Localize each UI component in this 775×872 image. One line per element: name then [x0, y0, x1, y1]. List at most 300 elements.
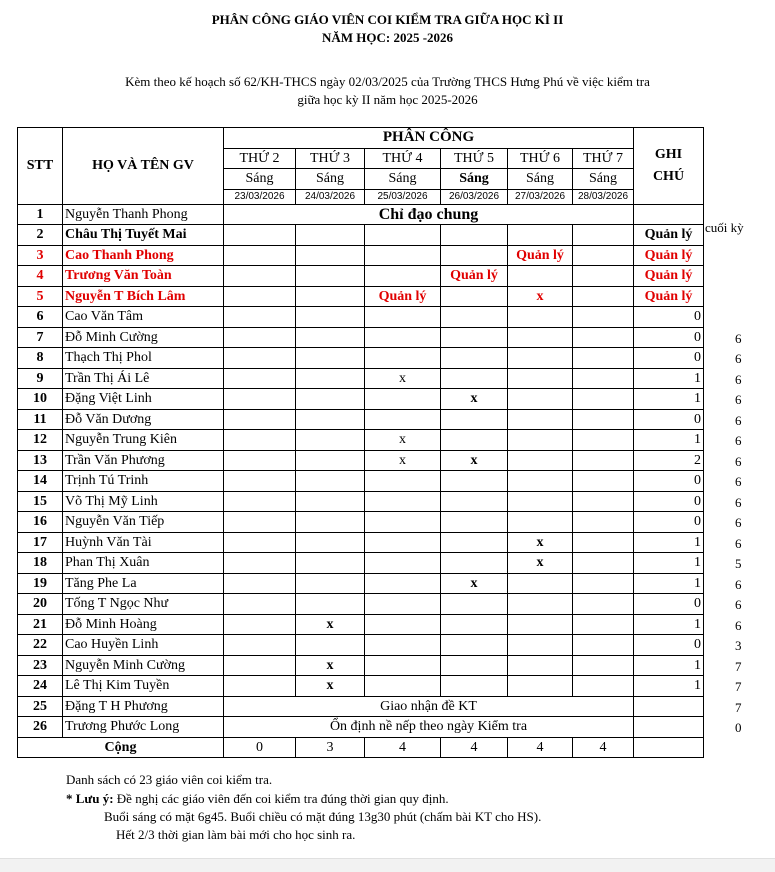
row-stt: 4	[18, 266, 63, 287]
row-stt: 12	[18, 430, 63, 451]
side-count: 6	[735, 453, 742, 469]
assignment-cell	[508, 409, 573, 430]
assignment-cell	[224, 635, 296, 656]
row-note: 1	[634, 532, 704, 553]
assignment-cell: Quản lý	[508, 245, 573, 266]
assignment-cell	[296, 471, 365, 492]
assignment-cell: x	[441, 450, 508, 471]
row-stt: 2	[18, 225, 63, 246]
assignment-cell	[365, 573, 441, 594]
side-count: 6	[735, 330, 742, 346]
assignment-cell: x	[441, 573, 508, 594]
assignment-cell	[296, 327, 365, 348]
teacher-name: Cao Văn Tâm	[63, 307, 224, 328]
assignment-cell	[296, 286, 365, 307]
assignment-cell	[441, 225, 508, 246]
assignment-cell	[296, 368, 365, 389]
assignment-cell	[296, 573, 365, 594]
assignment-cell	[224, 348, 296, 369]
session-header: Sáng	[508, 169, 573, 190]
side-note-cuoi-ky: cuối kỳ	[705, 220, 744, 235]
total-value: 3	[296, 737, 365, 758]
assignment-cell	[508, 635, 573, 656]
assignment-cell	[224, 327, 296, 348]
assignment-table	[17, 127, 704, 758]
assignment-cell	[573, 635, 634, 656]
row-stt: 7	[18, 327, 63, 348]
doc-title: PHÂN CÔNG GIÁO VIÊN COI KIỂM TRA GIỮA HỌC KÌ II	[211, 12, 564, 27]
row-note: 0	[634, 307, 704, 328]
assignment-cell: x	[441, 389, 508, 410]
table-row	[18, 430, 704, 451]
teacher-name: Nguyễn Trung Kiên	[63, 430, 224, 451]
teacher-name: Tăng Phe La	[63, 573, 224, 594]
assignment-cell	[365, 389, 441, 410]
date-header: 24/03/2026	[296, 189, 365, 204]
assignment-cell	[296, 635, 365, 656]
header-row-1	[18, 128, 704, 149]
total-value: 4	[508, 737, 573, 758]
assignment-cell	[441, 430, 508, 451]
date-header: 28/03/2026	[573, 189, 634, 204]
assignment-cell	[573, 307, 634, 328]
table-row	[18, 512, 704, 533]
footer-note	[66, 791, 449, 807]
assignment-cell	[224, 512, 296, 533]
assignment-cell	[224, 430, 296, 451]
row-stt: 22	[18, 635, 63, 656]
assignment-cell	[296, 491, 365, 512]
table-row	[18, 676, 704, 697]
session-header: Sáng	[224, 169, 296, 190]
row-note: 0	[634, 327, 704, 348]
table-row	[18, 450, 704, 471]
assignment-cell	[508, 450, 573, 471]
day-header: THỨ 7	[573, 148, 634, 169]
assignment-cell	[508, 614, 573, 635]
total-value: 4	[573, 737, 634, 758]
teacher-name: Châu Thị Tuyết Mai	[63, 225, 224, 246]
row-note: 1	[634, 430, 704, 451]
row-stt: 5	[18, 286, 63, 307]
assignment-cell	[441, 491, 508, 512]
assignment-cell	[508, 471, 573, 492]
teacher-name: Đỗ Văn Dương	[63, 409, 224, 430]
assignment-cell	[224, 491, 296, 512]
note-text: Đề nghị các giáo viên đến coi kiểm tra đúng thời gian quy định.	[113, 791, 449, 806]
side-count: 7	[735, 699, 742, 715]
assignment-cell	[224, 368, 296, 389]
side-count: 6	[735, 351, 742, 366]
teacher-name: Trương Văn Toàn	[63, 266, 224, 287]
assignment-cell	[573, 368, 634, 389]
row-stt: 18	[18, 553, 63, 574]
assignment-cell	[508, 430, 573, 451]
row-note: 0	[634, 635, 704, 656]
assignment-cell	[296, 389, 365, 410]
teacher-name: Trịnh Tú Trinh	[63, 471, 224, 492]
row-stt: 10	[18, 389, 63, 410]
assignment-cell	[573, 512, 634, 533]
row-stt: 25	[18, 696, 63, 717]
assignment-cell	[441, 471, 508, 492]
assignment-cell	[224, 614, 296, 635]
table-row	[18, 204, 704, 225]
assignment-cell	[573, 676, 634, 697]
session-header: Sáng	[441, 169, 508, 190]
row-note: 1	[634, 655, 704, 676]
row-note: Quản lý	[634, 225, 704, 246]
table-row	[18, 635, 704, 656]
teacher-name: Nguyễn Minh Cường	[63, 655, 224, 676]
assignment-cell	[365, 491, 441, 512]
assignment-cell	[508, 307, 573, 328]
total-value: 0	[224, 737, 296, 758]
row-note: 0	[634, 594, 704, 615]
table-row	[18, 614, 704, 635]
side-count: 6	[735, 392, 742, 407]
assignment-cell	[365, 266, 441, 287]
row-stt: 17	[18, 532, 63, 553]
assignment-cell	[296, 553, 365, 574]
day-header: THỨ 2	[224, 148, 296, 169]
assignment-cell	[441, 553, 508, 574]
note-header	[634, 128, 704, 205]
assignment-cell: x	[508, 532, 573, 553]
assignment-cell	[508, 655, 573, 676]
table-row	[18, 348, 704, 369]
assignment-cell	[508, 368, 573, 389]
assignment-cell	[224, 676, 296, 697]
assignment-cell	[296, 512, 365, 533]
table-row	[18, 389, 704, 410]
assignment-cell	[224, 409, 296, 430]
day-header: THỨ 4	[365, 148, 441, 169]
assignment-cell	[508, 676, 573, 697]
side-count: 5	[735, 556, 742, 571]
assignment-cell	[365, 225, 441, 246]
assignment-cell	[365, 409, 441, 430]
row-note: 0	[634, 409, 704, 430]
reference-line-1: Kèm theo kế hoạch số 62/KH-THCS ngày 02/03/2025 của Trường THCS Hưng Phú về việc kiểm tra	[125, 74, 650, 89]
row-note: 1	[634, 573, 704, 594]
assignment-cell	[573, 389, 634, 410]
row-note	[634, 204, 704, 225]
assignment-cell	[441, 635, 508, 656]
row-note: 1	[634, 368, 704, 389]
row-stt: 3	[18, 245, 63, 266]
assignment-cell	[508, 225, 573, 246]
assignment-cell	[573, 532, 634, 553]
assignment-cell	[573, 573, 634, 594]
row-note: 0	[634, 471, 704, 492]
teacher-name: Nguyễn Thanh Phong	[63, 204, 224, 225]
table-row	[18, 491, 704, 512]
assignment-cell: Quản lý	[365, 286, 441, 307]
assignment-cell	[296, 532, 365, 553]
assignment-cell	[224, 266, 296, 287]
side-count: 3	[735, 638, 742, 653]
footer-count: Danh sách có 23 giáo viên coi kiểm tra.	[66, 772, 273, 787]
assignment-cell	[365, 614, 441, 635]
assignment-cell	[365, 327, 441, 348]
row-note: 0	[634, 491, 704, 512]
assignment-cell	[508, 266, 573, 287]
date-header: 27/03/2026	[508, 189, 573, 204]
assignment-cell	[296, 266, 365, 287]
assignment-cell: x	[365, 430, 441, 451]
assignment-cell	[441, 594, 508, 615]
assignment-cell	[573, 348, 634, 369]
assignment-cell	[508, 389, 573, 410]
assignment-cell	[573, 471, 634, 492]
assignment-cell	[573, 225, 634, 246]
assignment-cell	[441, 409, 508, 430]
table-row	[18, 696, 704, 717]
teacher-name: Đỗ Minh Cường	[63, 327, 224, 348]
row-stt: 9	[18, 368, 63, 389]
assignment-cell	[296, 430, 365, 451]
teacher-name: Trương Phước Long	[63, 717, 224, 738]
teacher-name: Trần Văn Phương	[63, 450, 224, 471]
teacher-name: Cao Thanh Phong	[63, 245, 224, 266]
session-header: Sáng	[573, 169, 634, 190]
date-header: 26/03/2026	[441, 189, 508, 204]
side-count: 6	[735, 371, 742, 387]
day-header: THỨ 3	[296, 148, 365, 169]
assignment-cell	[508, 594, 573, 615]
assignment-cell: x	[296, 655, 365, 676]
table-row	[18, 286, 704, 307]
table-row	[18, 471, 704, 492]
assignment-cell	[573, 430, 634, 451]
assignment-cell: x	[508, 553, 573, 574]
side-count: 6	[735, 617, 742, 633]
side-count: 6	[735, 494, 742, 510]
teacher-name: Nguyễn T Bích Lâm	[63, 286, 224, 307]
teacher-name: Đặng T H Phương	[63, 696, 224, 717]
assignment-cell	[365, 553, 441, 574]
row-stt: 19	[18, 573, 63, 594]
assignment-cell	[508, 327, 573, 348]
general-direction: Chỉ đạo chung	[224, 204, 634, 225]
total-row	[18, 737, 704, 758]
table-row	[18, 573, 704, 594]
assignment-cell	[573, 614, 634, 635]
row-stt: 26	[18, 717, 63, 738]
side-count: 6	[735, 576, 742, 592]
table-row	[18, 266, 704, 287]
row-note: 1	[634, 553, 704, 574]
date-header: 25/03/2026	[365, 189, 441, 204]
teacher-name: Phan Thị Xuân	[63, 553, 224, 574]
assignment-cell	[224, 286, 296, 307]
assignment-cell: x	[365, 450, 441, 471]
assignment-cell	[573, 266, 634, 287]
table-row	[18, 655, 704, 676]
day-header: THỨ 6	[508, 148, 573, 169]
assignment-cell	[365, 532, 441, 553]
row-note: Quản lý	[634, 245, 704, 266]
row-stt: 23	[18, 655, 63, 676]
row-stt: 8	[18, 348, 63, 369]
assignment-cell: x	[296, 614, 365, 635]
assignment-cell	[224, 389, 296, 410]
assignment-cell	[573, 327, 634, 348]
teacher-name: Cao Huyền Linh	[63, 635, 224, 656]
assignment-cell: x	[365, 368, 441, 389]
row-note: 0	[634, 512, 704, 533]
row-note: Quản lý	[634, 266, 704, 287]
side-count: 6	[735, 412, 742, 428]
discipline-note: Ổn định nề nếp theo ngày Kiểm tra	[224, 717, 634, 738]
assignment-cell	[441, 512, 508, 533]
assignment-cell	[573, 245, 634, 266]
row-stt: 13	[18, 450, 63, 471]
assignment-cell	[573, 655, 634, 676]
row-stt: 16	[18, 512, 63, 533]
table-row	[18, 307, 704, 328]
page-bottom-bar	[0, 858, 775, 872]
session-header: Sáng	[296, 169, 365, 190]
assignment-cell	[224, 471, 296, 492]
assignment-cell	[296, 307, 365, 328]
assignment-cell	[224, 245, 296, 266]
assignment-cell	[441, 348, 508, 369]
assignment-cell	[441, 614, 508, 635]
stt-header: STT	[18, 128, 63, 205]
school-year: NĂM HỌC: 2025 -2026	[321, 30, 454, 45]
table-row	[18, 409, 704, 430]
teacher-name: Thạch Thị Phol	[63, 348, 224, 369]
row-stt: 11	[18, 409, 63, 430]
assignment-cell: x	[508, 286, 573, 307]
teacher-name: Trần Thị Ái Lê	[63, 368, 224, 389]
table-row	[18, 594, 704, 615]
table-row	[18, 532, 704, 553]
assignment-cell	[441, 327, 508, 348]
row-stt: 15	[18, 491, 63, 512]
table-row	[18, 245, 704, 266]
assignment-cell	[573, 450, 634, 471]
assignment-cell	[296, 225, 365, 246]
row-stt: 24	[18, 676, 63, 697]
assignment-cell	[296, 348, 365, 369]
assignment-cell	[441, 245, 508, 266]
assignment-cell	[224, 594, 296, 615]
side-count: 7	[735, 679, 742, 694]
assignment-cell	[365, 655, 441, 676]
row-stt: 21	[18, 614, 63, 635]
assignment-cell	[224, 450, 296, 471]
assignment-cell	[365, 512, 441, 533]
total-label: Cộng	[18, 737, 224, 758]
side-count: 6	[735, 474, 742, 489]
table-row	[18, 327, 704, 348]
row-note: 1	[634, 676, 704, 697]
assignment-cell	[573, 286, 634, 307]
row-note	[634, 696, 704, 717]
date-header: 23/03/2026	[224, 189, 296, 204]
assignment-cell	[573, 553, 634, 574]
table-row	[18, 717, 704, 738]
assignment-cell	[296, 450, 365, 471]
teacher-name: Tống T Ngọc Như	[63, 594, 224, 615]
total-value: 4	[365, 737, 441, 758]
assignment-cell	[441, 676, 508, 697]
assignment-cell	[365, 635, 441, 656]
assignment-cell	[224, 553, 296, 574]
assignment-cell	[365, 676, 441, 697]
assignment-cell: Quản lý	[441, 266, 508, 287]
row-note	[634, 737, 704, 758]
table-row	[18, 368, 704, 389]
assignment-cell	[365, 471, 441, 492]
assignment-cell	[441, 307, 508, 328]
assignment-cell	[224, 225, 296, 246]
row-stt: 6	[18, 307, 63, 328]
assignment-cell	[508, 348, 573, 369]
row-stt: 20	[18, 594, 63, 615]
note-label: * Lưu ý:	[66, 791, 114, 806]
assignment-cell	[224, 655, 296, 676]
assignment-cell	[441, 655, 508, 676]
row-note	[634, 717, 704, 738]
assignment-cell	[365, 307, 441, 328]
assignment-cell	[441, 532, 508, 553]
assignment-cell	[224, 532, 296, 553]
assign-header: PHÂN CÔNG	[224, 128, 634, 149]
assignment-cell	[365, 245, 441, 266]
assignment-cell	[508, 573, 573, 594]
assignment-cell	[296, 594, 365, 615]
assignment-cell	[296, 245, 365, 266]
assignment-cell	[508, 512, 573, 533]
side-count: 0	[735, 720, 742, 735]
day-header: THỨ 5	[441, 148, 508, 169]
note-header-line1: GHI	[654, 146, 683, 162]
teacher-name: Nguyễn Văn Tiếp	[63, 512, 224, 533]
row-stt: 14	[18, 471, 63, 492]
assignment-cell: x	[296, 676, 365, 697]
footer-schedule: Buổi sáng có mặt 6g45. Buổi chiều có mặt đúng 13g30 phút (chấm bài KT cho HS).	[104, 809, 542, 824]
assignment-cell	[441, 368, 508, 389]
assignment-cell	[573, 594, 634, 615]
side-count: 7	[735, 658, 742, 674]
side-count: 6	[735, 535, 742, 551]
teacher-name: Đỗ Minh Hoàng	[63, 614, 224, 635]
name-header: HỌ VÀ TÊN GV	[63, 128, 224, 205]
session-header: Sáng	[365, 169, 441, 190]
teacher-name: Lê Thị Kim Tuyền	[63, 676, 224, 697]
assignment-cell	[441, 286, 508, 307]
teacher-name: Võ Thị Mỹ Linh	[63, 491, 224, 512]
table-row	[18, 225, 704, 246]
row-note: 1	[634, 389, 704, 410]
row-note: 0	[634, 348, 704, 369]
teacher-name: Đặng Việt Linh	[63, 389, 224, 410]
table-row	[18, 553, 704, 574]
side-count: 6	[735, 515, 742, 530]
side-count: 6	[735, 597, 742, 612]
teacher-name: Huỳnh Văn Tài	[63, 532, 224, 553]
total-value: 4	[441, 737, 508, 758]
note-header-line2: CHÚ	[652, 168, 685, 184]
assignment-cell	[573, 409, 634, 430]
row-note: 2	[634, 450, 704, 471]
row-stt: 1	[18, 204, 63, 225]
row-note: Quản lý	[634, 286, 704, 307]
